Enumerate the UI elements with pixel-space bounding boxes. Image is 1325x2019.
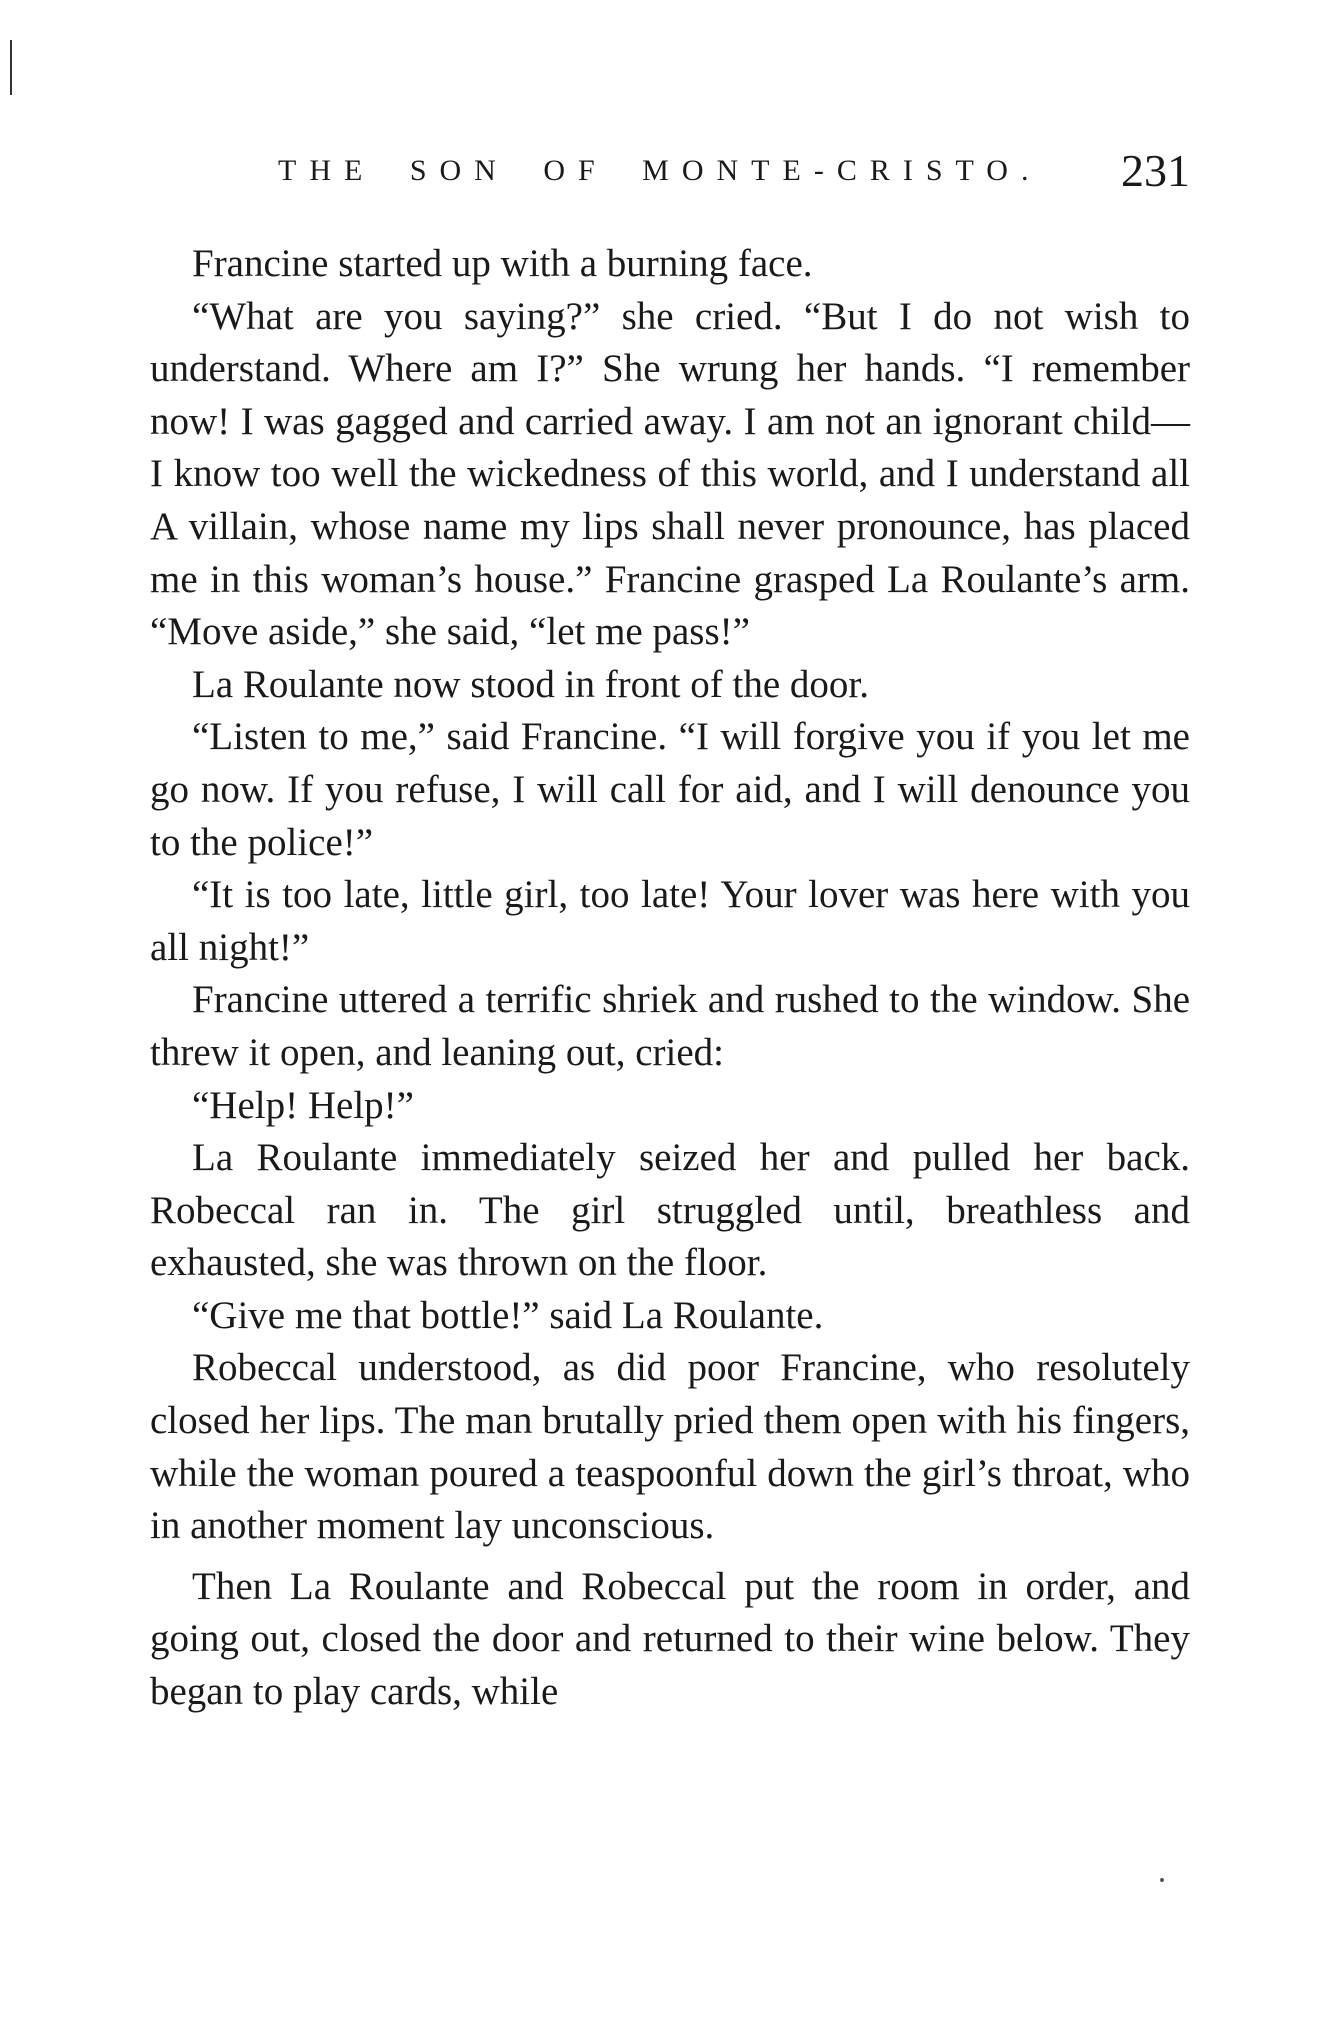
paragraph: “Listen to me,” said Francine. “I will forgive you if you let me go now. If you refuse, I will call for aid, and I will denounce you to the police!”: [150, 715, 1190, 864]
paragraph: Francine started up with a burning face.: [192, 242, 813, 285]
paragraph: Francine uttered a terrific shriek and rushed to the window. She threw it open, and leaning out, cried:: [150, 978, 1190, 1074]
paragraph: La Roulante now stood in front of the door.: [192, 662, 869, 706]
paragraph: Robeccal understood, as did poor Francine, who resolutely closed her lips. The man brutally pried them open with his fingers, while the woman poured a teaspoonful down the girl’s throat, who in another moment lay unconscious.: [150, 1346, 1190, 1548]
paragraph: “What are you saying?” she cried. “But I do not wish to understand. Where am I?” She wrung her hands. “I remember now! I was gagged and carried away. I am not an ignorant child—I know too well the wickedness of this world, and I understand all A villain, whose name my lips shall never pronounce, has placed me in this woman’s house.” Francine grasped La Roulante’s arm. “Move aside,” she said, “let me pass!”: [150, 294, 1190, 654]
paragraph: “It is too late, little girl, too late! Your lover was here with you all night!”: [150, 873, 1190, 969]
paragraph: “Help! Help!”: [192, 1083, 414, 1127]
margin-speck: [1160, 1878, 1164, 1882]
page-header: [278, 145, 1190, 200]
paragraph: “Give me that bottle!” said La Roulante.: [192, 1293, 824, 1337]
paragraph: Then La Roulante and Robeccal put the room in order, and going out, closed the door and returned to their wine below. They began to play cards, while: [150, 1564, 1190, 1714]
page-number: 231: [1121, 145, 1190, 196]
scan-edge-mark: [10, 40, 12, 95]
body-text: [150, 238, 1190, 1719]
paragraph: La Roulante immediately seized her and pulled her back. Robeccal ran in. The girl struggled until, breathless and exhausted, she was thrown on the floor.: [150, 1136, 1190, 1285]
running-title: THE SON OF MONTE-CRISTO.: [278, 154, 1042, 187]
